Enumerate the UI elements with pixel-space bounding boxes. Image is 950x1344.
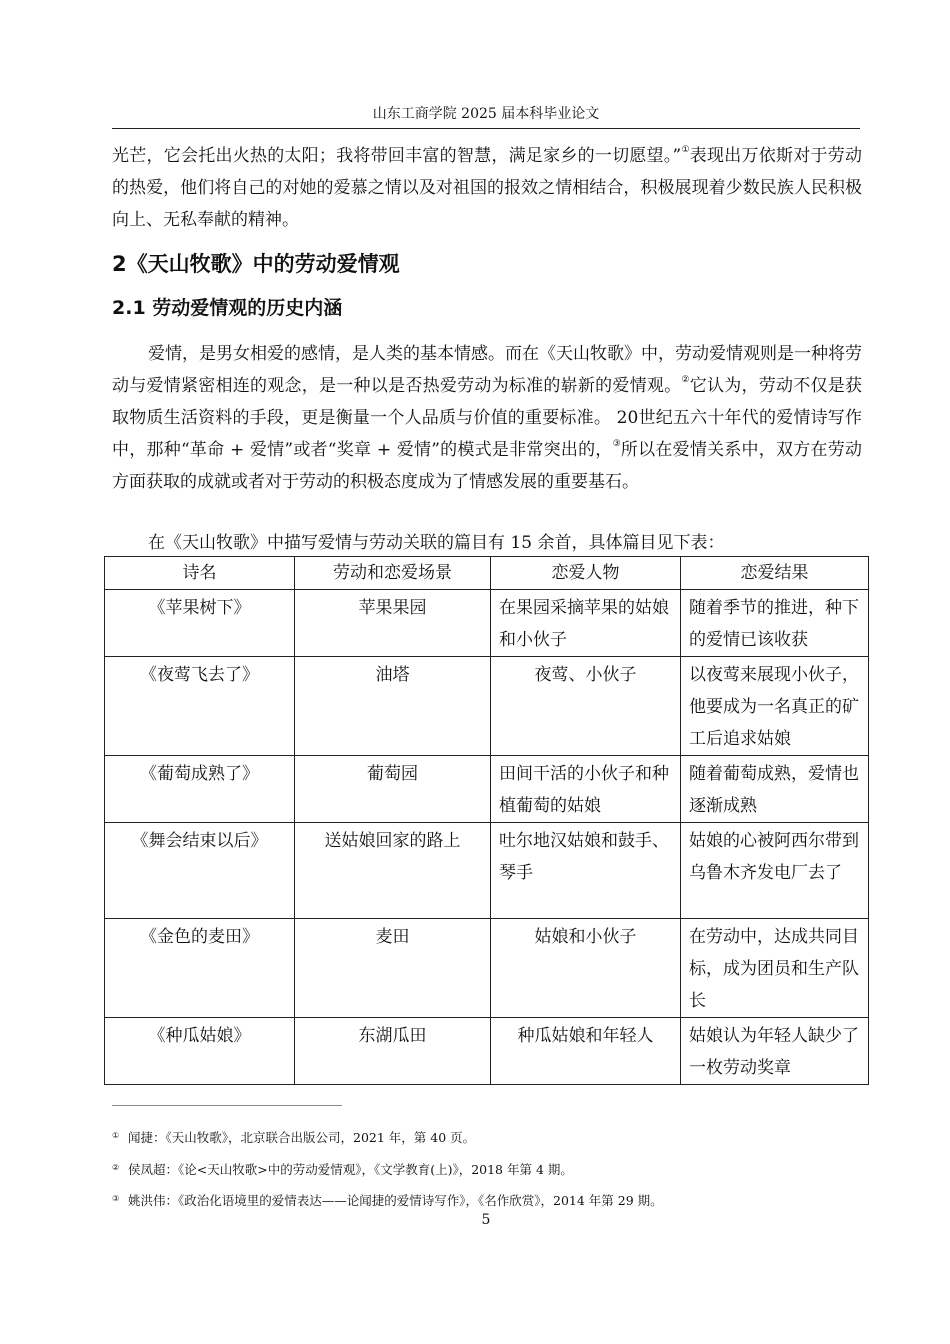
paragraph-text: 它认为，劳动不仅是获取物质生活资料的手段，更是衡量一个人品质与价值的重要标准。 20世纪五六十年代的爱情诗写作中，那种“革命 + 爱情”或者“奖章 + 爱情”的模式是非常突出的， [112,376,863,460]
cell-people: 种瓜姑娘和年轻人 [491,1018,681,1085]
footnote-mark: ② [112,1163,120,1172]
cell-people: 姑娘和小伙子 [491,919,681,1018]
cell-people: 吐尔地汉姑娘和鼓手、琴手 [491,823,681,919]
footnote-3 [112,1190,862,1210]
cell-scene: 苹果果园 [295,590,491,657]
table-row [105,823,869,919]
footnote-mark: ③ [112,1194,120,1203]
footnote-text: 闻捷：《天山牧歌》，北京联合出版公司，2021 年，第 40 页。 [128,1130,476,1145]
footnote-separator [112,1105,342,1106]
cell-poem-name: 《葡萄成熟了》 [105,756,295,823]
cell-people: 田间干活的小伙子和种植葡萄的姑娘 [491,756,681,823]
paragraph-continuation [112,140,862,236]
cell-scene: 油塔 [295,657,491,756]
cell-poem-name: 《金色的麦田》 [105,919,295,1018]
footnote-2 [112,1159,862,1179]
cell-people: 在果园采摘苹果的姑娘和小伙子 [491,590,681,657]
cell-scene: 送姑娘回家的路上 [295,823,491,919]
table-header-row [105,557,869,590]
paragraph-text: 表现出万依斯对于劳动的热爱，他们将自己的对她的爱慕之情以及对祖国的报效之情相结合，积极展现着少数民族人民积极向上、无私奉献的精神。 [112,146,862,230]
cell-poem-name: 《舞会结束以后》 [105,823,295,919]
column-header-scene: 劳动和恋爱场景 [295,557,491,590]
cell-poem-name: 《苹果树下》 [105,590,295,657]
table-row [105,1018,869,1085]
cell-scene: 麦田 [295,919,491,1018]
cell-scene: 东湖瓜田 [295,1018,491,1085]
cell-result: 在劳动中，达成共同目标，成为团员和生产队长 [681,919,869,1018]
cell-people: 夜莺、小伙子 [491,657,681,756]
column-header-poem: 诗名 [105,557,295,590]
cell-result: 姑娘的心被阿西尔带到乌鲁木齐发电厂去了 [681,823,869,919]
header-rule [112,128,860,129]
table-row [105,919,869,1018]
cell-result: 姑娘认为年轻人缺少了一枚劳动奖章 [681,1018,869,1085]
subsection-heading: 2.1 劳动爱情观的历史内涵 [112,297,343,319]
table-row [105,756,869,823]
cell-result: 随着葡萄成熟，爱情也逐渐成熟 [681,756,869,823]
table-intro: 在《天山牧歌》中描写爱情与劳动关联的篇目有 15 余首，具体篇目见下表： [148,533,725,553]
paragraph-text: 所以在爱情关系中，双方在劳动方面获取的成就或者对于劳动的积极态度成为了情感发展的重要基石。 [112,440,862,492]
paragraph-text: 爱情，是男女相爱的感情，是人类的基本情感。而在《天山牧歌》中，劳动爱情观则是一种将劳动与爱情紧密相连的观念，是一种以是否热爱劳动为标准的崭新的爱情观。 [112,344,862,396]
column-header-people: 恋爱人物 [491,557,681,590]
paragraph-text: 光芒，它会托出火热的太阳；我将带回丰富的智慧，满足家乡的一切愿望。” [112,146,682,166]
running-header: 山东工商学院 2025 届本科毕业论文 [372,106,600,122]
cell-scene: 葡萄园 [295,756,491,823]
cell-result: 以夜莺来展现小伙子，他要成为一名真正的矿工后追求姑娘 [681,657,869,756]
poems-table [104,556,869,1085]
footnote-ref-3[interactable]: ③ [612,439,621,449]
footnote-ref-2[interactable]: ② [681,375,690,385]
cell-result: 随着季节的推进，种下的爱情已该收获 [681,590,869,657]
footnote-mark: ① [112,1131,120,1140]
footnote-text: 姚洪伟：《政治化语境里的爱情表达——论闻捷的爱情诗写作》，《名作欣赏》，2014 年第 29 期。 [128,1193,663,1208]
table-row [105,657,869,756]
table-row [105,590,869,657]
section-heading: 2《天山牧歌》中的劳动爱情观 [112,252,400,276]
footnote-1 [112,1127,862,1147]
footnote-ref-1[interactable]: ① [681,145,690,155]
page-number: 5 [481,1212,491,1228]
footnote-text: 侯凤超：《论<天山牧歌>中的劳动爱情观》，《文学教育(上)》，2018 年第 4 期。 [128,1162,573,1177]
cell-poem-name: 《夜莺飞去了》 [105,657,295,756]
column-header-result: 恋爱结果 [681,557,869,590]
paragraph-body [112,338,862,498]
cell-poem-name: 《种瓜姑娘》 [105,1018,295,1085]
